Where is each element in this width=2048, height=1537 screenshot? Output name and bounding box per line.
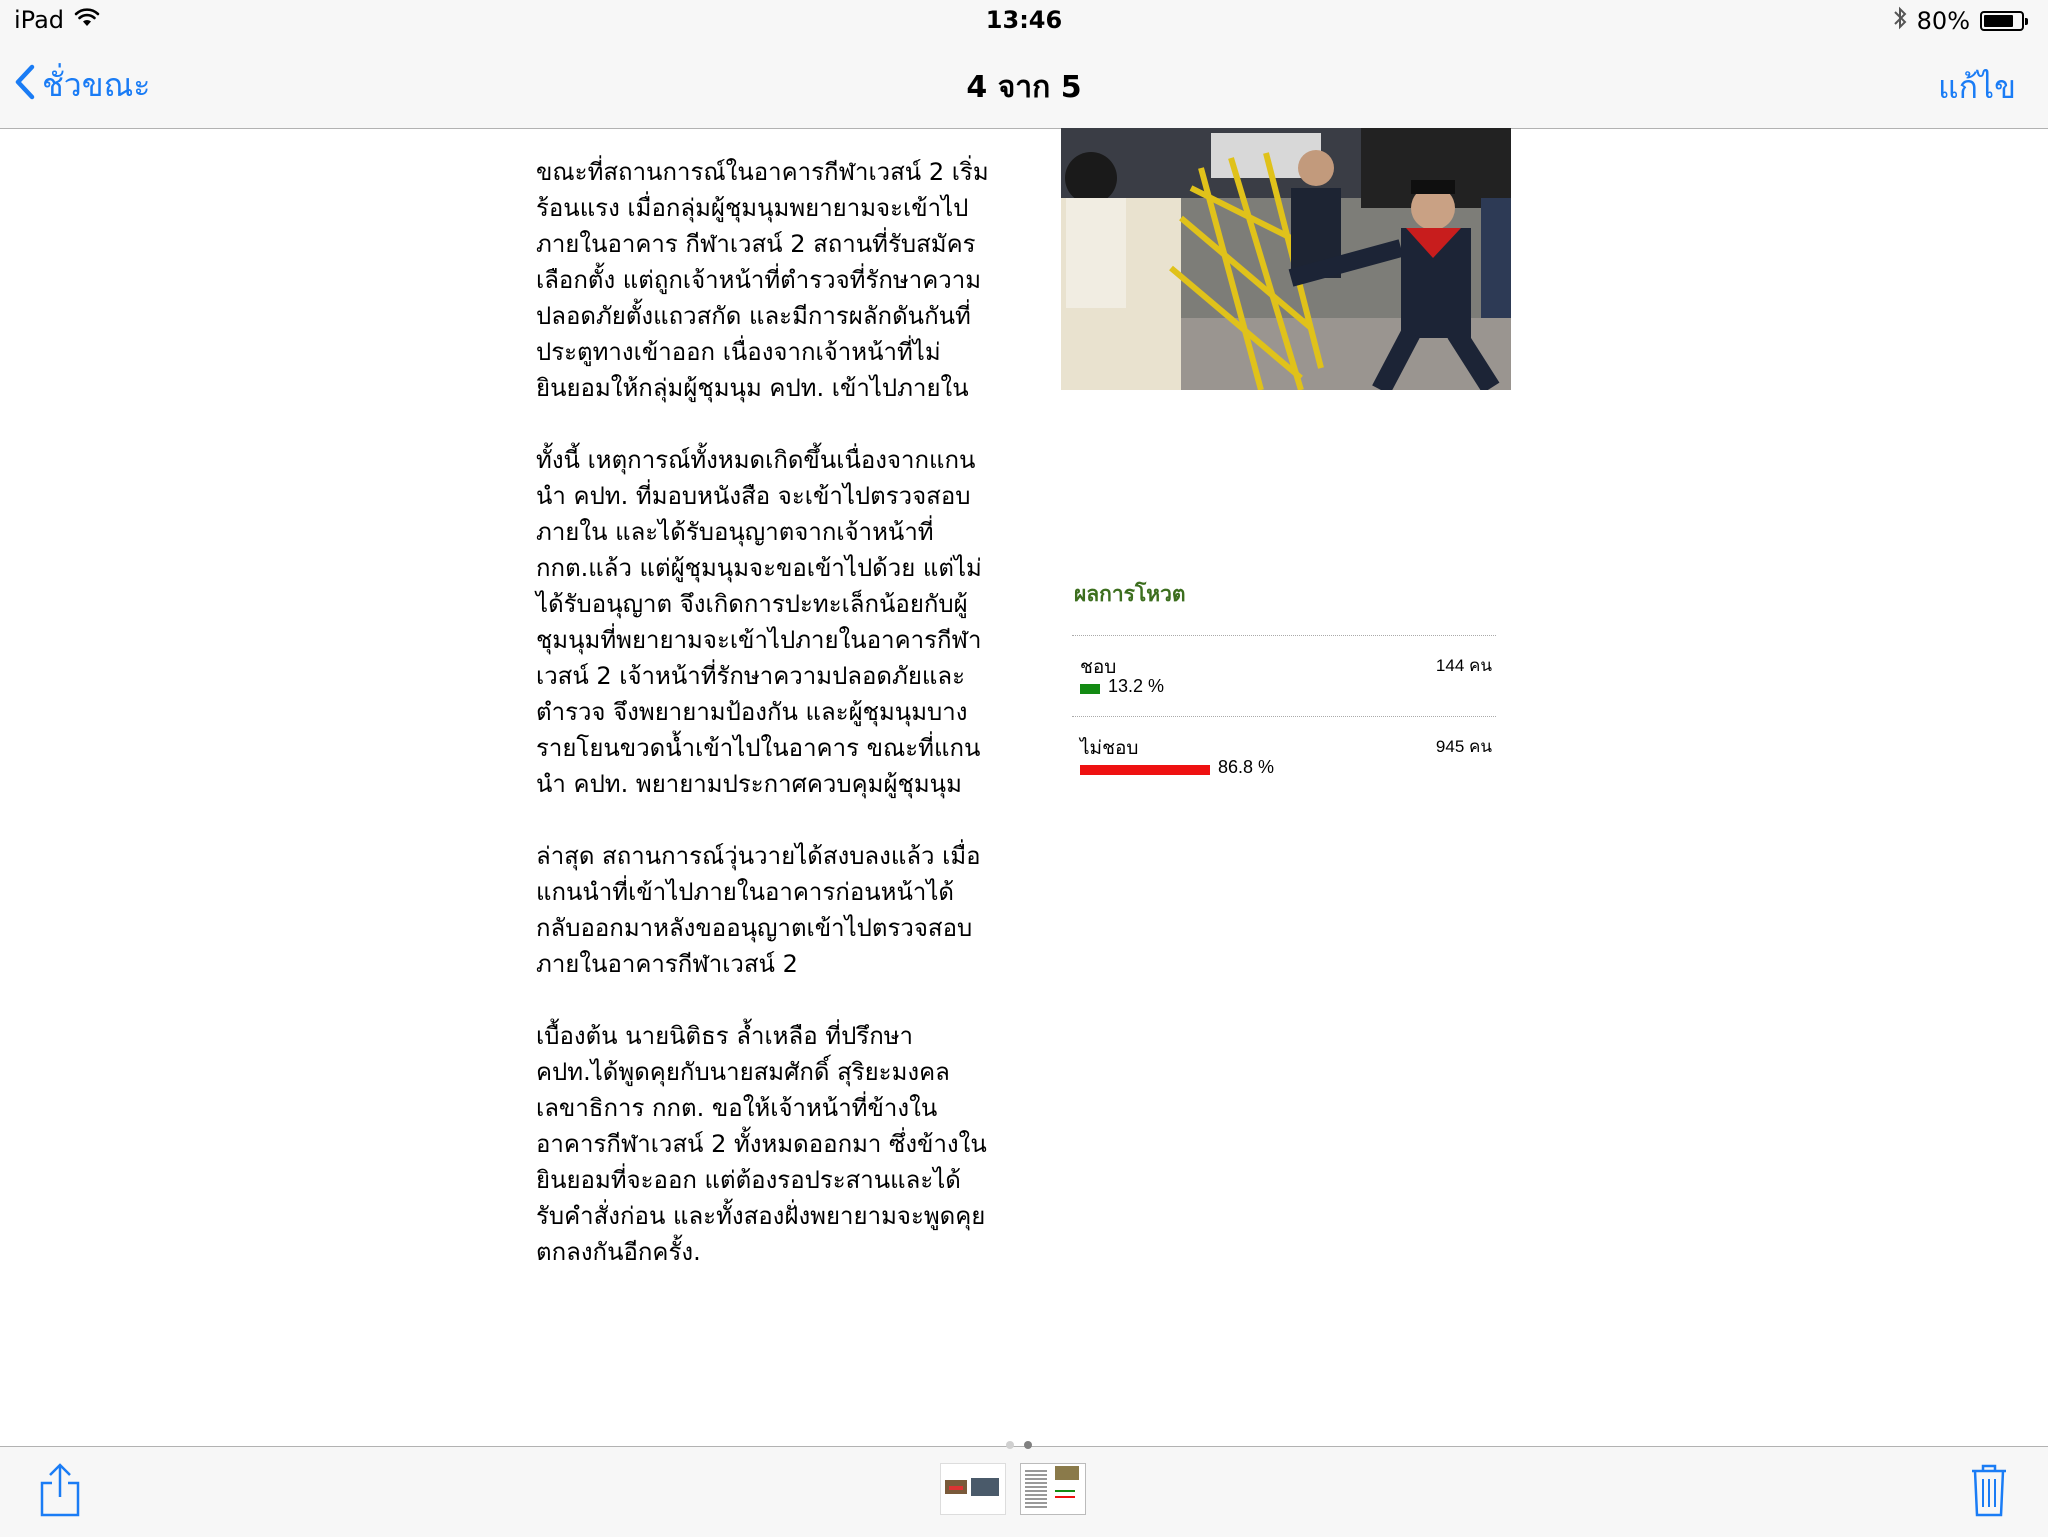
status-time: 13:46 — [985, 6, 1063, 34]
poll-title: ผลการโหวต — [1074, 583, 1186, 606]
article-paragraph: เบื้องต้น นายนิติธร ล้ำเหลือ ที่ปรึกษา คปท.ได้พูดคุยกับนายสมศักดิ์ สุริยะมงคล เลขาธิการ กกต. ขอให้เจ้าหน้าที่ข้างในอาคารกีฬาเวสน์ 2 ทั้งหมดออกมา ซึ่งข้างในยินยอมที่จะออก แต่ต้องรอประสานและได้รับคำสั่งก่อน และทั้งสองฝั่งพยายามจะพูดคุยตกลงกันอีกครั้ง. — [536, 1022, 987, 1266]
battery-fill — [1984, 15, 2013, 27]
poll-option-count: 945 คน — [1435, 737, 1492, 756]
poll-option-percent: 86.8 % — [1218, 757, 1275, 777]
poll-option-bar — [1080, 684, 1100, 694]
back-label: ชั่วขณะ — [42, 66, 151, 104]
thumbnail-page-active[interactable] — [1020, 1463, 1086, 1515]
share-icon[interactable] — [38, 1461, 82, 1523]
battery-percent: 80% — [1916, 7, 1970, 35]
article-paragraph: ล่าสุด สถานการณ์วุ่นวายได้สงบลงแล้ว เมื่อแกนนำที่เข้าไปภายในอาคารก่อนหน้าได้กลับออกมาหลังขออนุญาตเข้าไปตรวจสอบภายในอาคารกีฬาเวสน์ 2 — [536, 842, 981, 978]
page-dot — [1024, 1441, 1032, 1449]
bottom-toolbar — [0, 1446, 2048, 1537]
edit-button[interactable]: แก้ไข — [1938, 68, 2016, 106]
news-photo — [1061, 128, 1511, 390]
trash-icon[interactable] — [1968, 1461, 2010, 1523]
navigation-bar — [0, 40, 2048, 129]
poll-option-count: 144 คน — [1435, 656, 1492, 675]
battery-tip — [2025, 18, 2028, 25]
article-body — [536, 154, 996, 1306]
poll-option-label: ไม่ชอบ — [1080, 738, 1139, 759]
status-bar — [0, 0, 2048, 40]
article-paragraph: ขณะที่สถานการณ์ในอาคารกีฬาเวสน์ 2 เริ่มร้อนแรง เมื่อกลุ่มผู้ชุมนุมพยายามจะเข้าไปภายในอาคาร กีฬาเวสน์ 2 สถานที่รับสมัครเลือกตั้ง แต่ถูกเจ้าหน้าที่ตำรวจที่รักษาความปลอดภัยตั้งแถวสกัด และมีการผลักดันกันที่ประตูทางเข้าออก เนื่องจากเจ้าหน้าที่ไม่ยินยอมให้กลุ่มผู้ชุมนุม คปท. เข้าไปภายใน — [536, 158, 989, 402]
poll-option-label: ชอบ — [1080, 657, 1117, 678]
page-dot — [1006, 1441, 1014, 1449]
bluetooth-icon — [1893, 6, 1907, 36]
poll-row-dislike — [1072, 717, 1496, 797]
status-right — [1893, 6, 2024, 36]
poll-results — [1072, 578, 1496, 797]
device-name: iPad — [14, 6, 65, 34]
poll-row-like — [1072, 636, 1496, 716]
thumbnail-strip — [940, 1463, 1086, 1515]
battery-icon — [1980, 11, 2024, 31]
thumbnail-page[interactable] — [940, 1463, 1006, 1515]
article-paragraph: ทั้งนี้ เหตุการณ์ทั้งหมดเกิดขึ้นเนื่องจากแกนนำ คปท. ที่มอบหนังสือ จะเข้าไปตรวจสอบภายใน และได้รับอนุญาตจากเจ้าหน้าที่ กกต.แล้ว แต่ผู้ชุมนุมจะขอเข้าไปด้วย แต่ไม่ได้รับอนุญาต จึงเกิดการปะทะเล็กน้อยกับผู้ชุมนุมที่พยายามจะเข้าไปภายในอาคารกีฬาเวสน์ 2 เจ้าหน้าที่รักษาความปลอดภัยและตำรวจ จึงพยายามป้องกัน และผู้ชุมนุมบางรายโยนขวดน้ำเข้าไปในอาคาร ขณะที่แกนนำ คปท. พยายามประกาศควบคุมผู้ชุมนุม — [536, 446, 982, 798]
page-title: 4 จาก 5 — [966, 70, 1082, 105]
poll-option-percent: 13.2 % — [1108, 676, 1165, 696]
poll-option-bar — [1080, 765, 1210, 775]
page-indicator — [1006, 1441, 1032, 1449]
